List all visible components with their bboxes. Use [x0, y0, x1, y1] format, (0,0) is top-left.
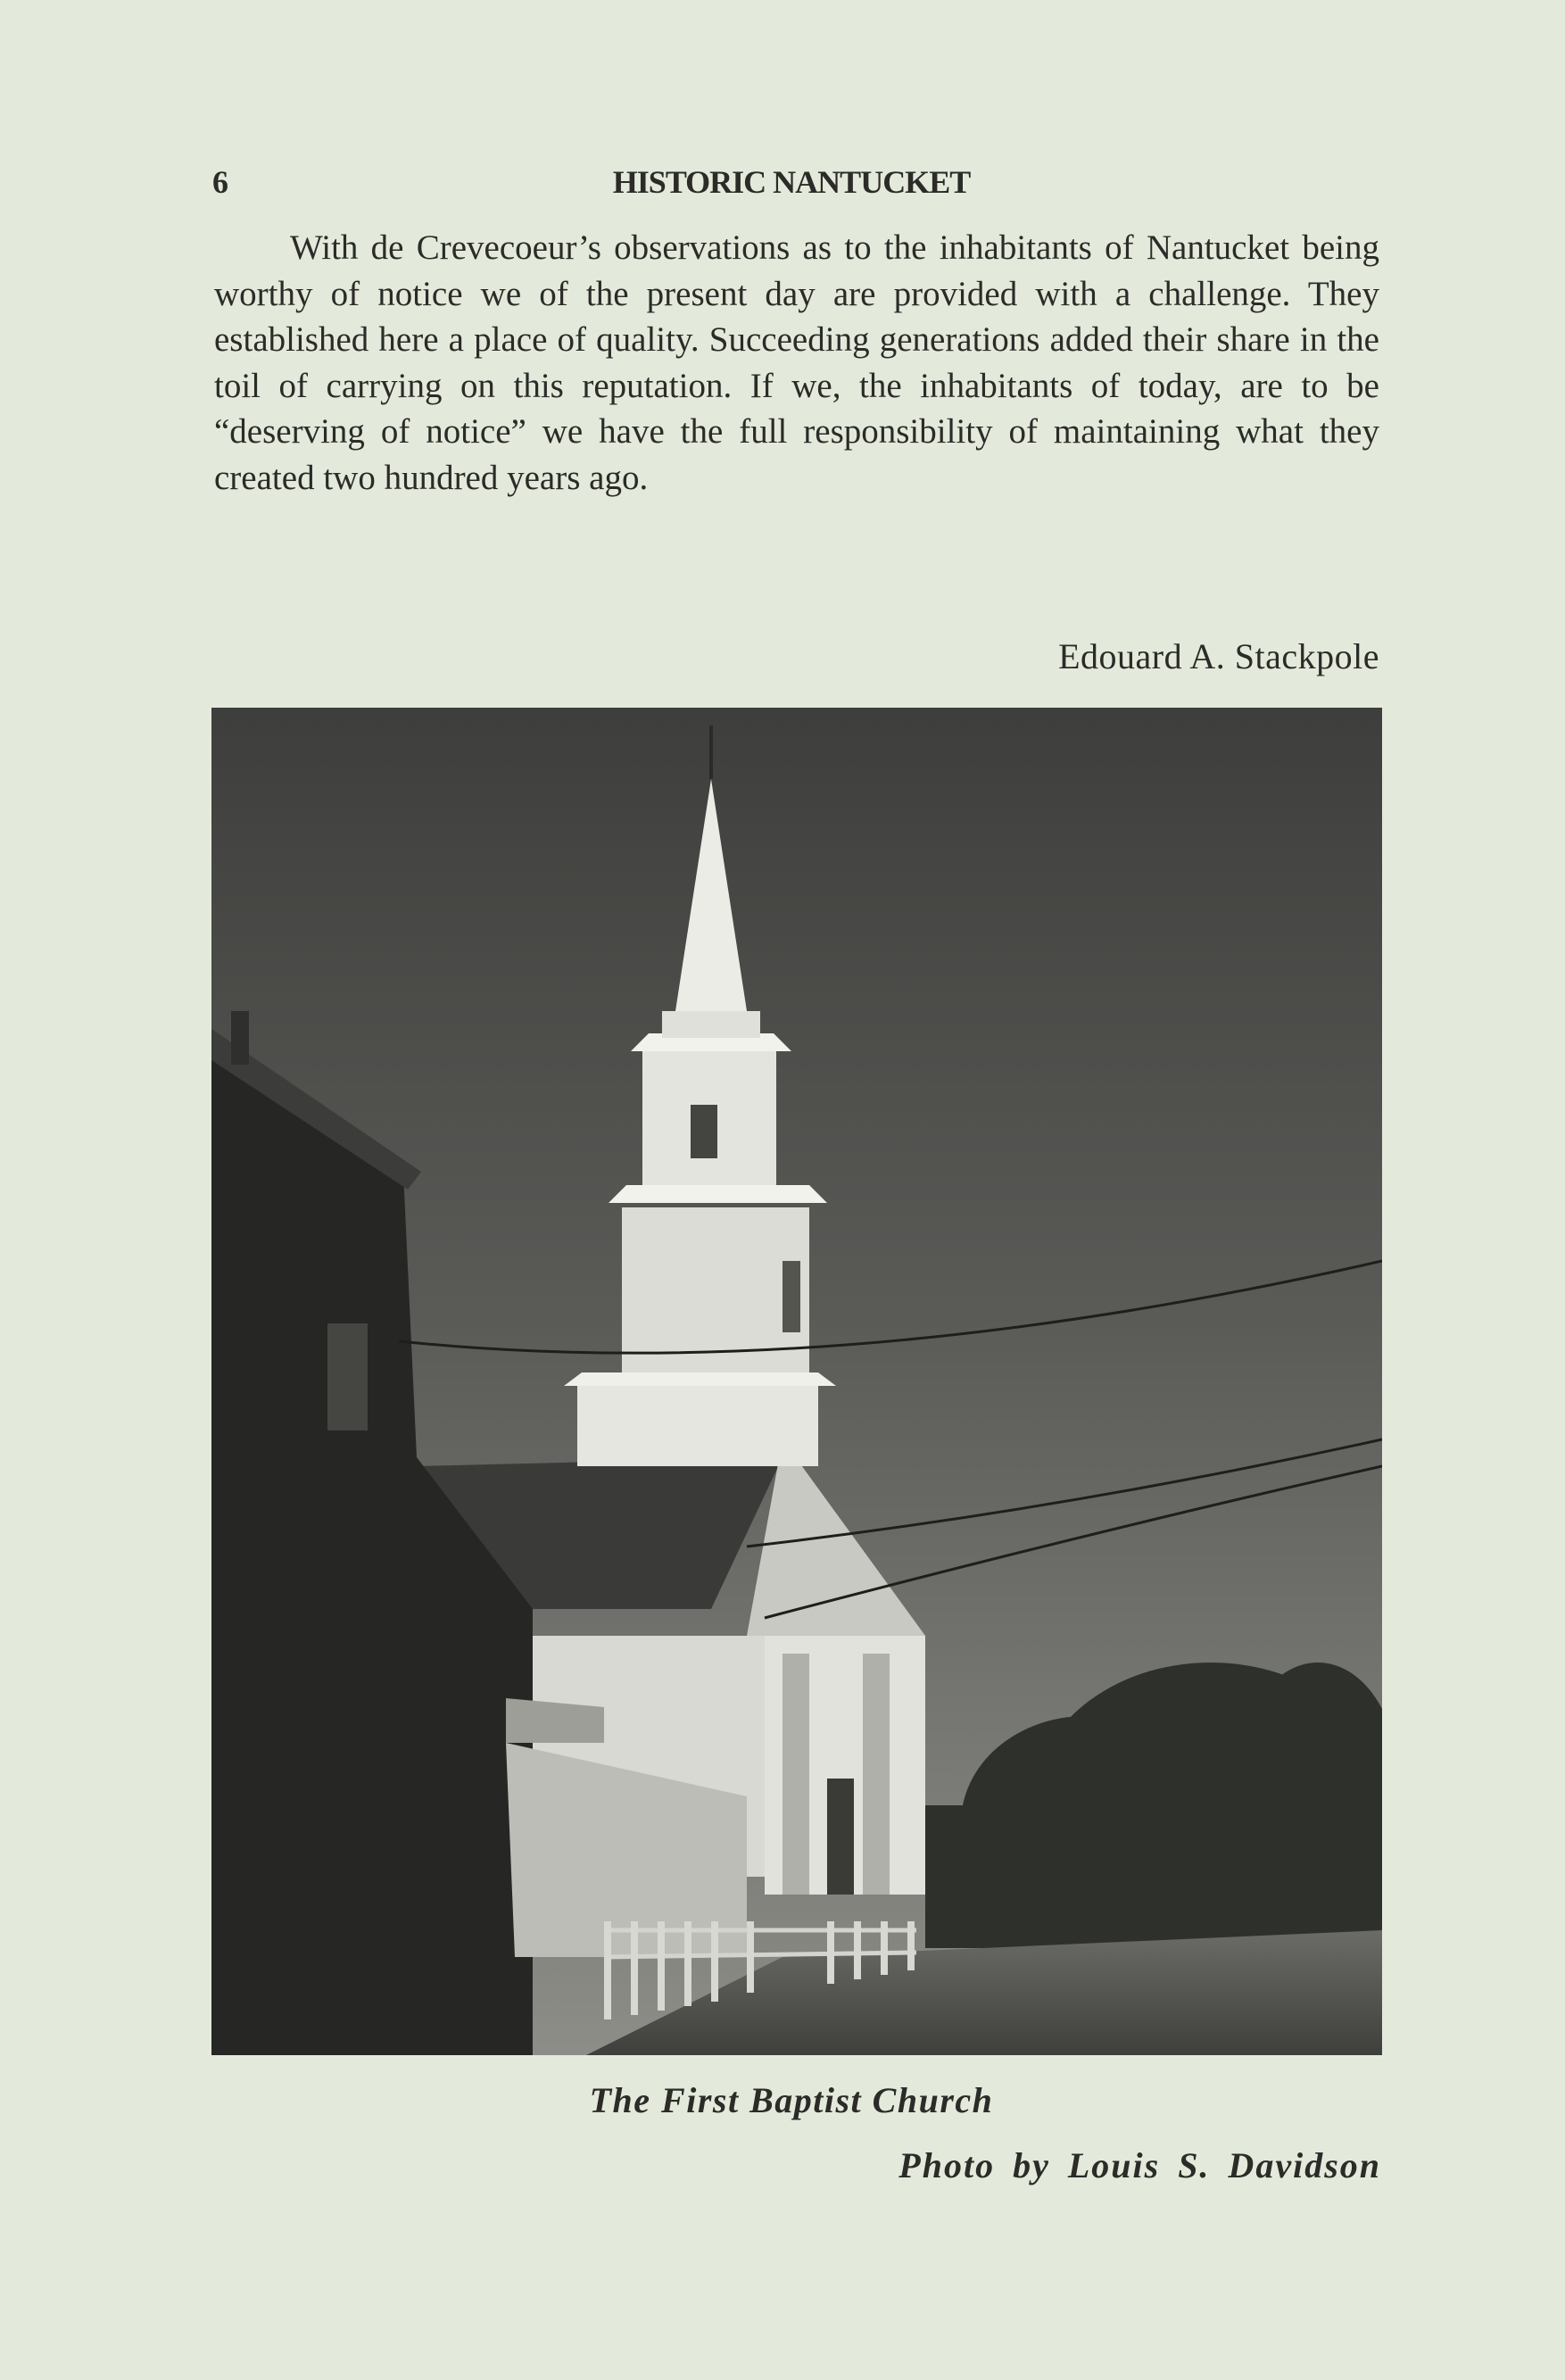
photo-caption: The First Baptist Church: [589, 2080, 994, 2120]
body-paragraph: With de Crevecoeur’s observations as to the inhabitants of Nantucket being worthy of notice we of the present day are provided with a challenge. They established here a place of quality. Succeeding generations added their share in the toil of carrying on this reputation. If we, the inhabitants of today, are to be “deserving of notice” we have the full responsibility of maintaining what they created two hundred years ago.: [214, 228, 1379, 497]
running-title: HISTORIC NANTUCKET: [612, 164, 971, 200]
author-signature: Edouard A. Stackpole: [1058, 636, 1379, 676]
photo-credit: Photo by Louis S. Davidson: [898, 2145, 1381, 2185]
church-photograph: [211, 708, 1382, 2055]
page-number: 6: [212, 164, 228, 200]
